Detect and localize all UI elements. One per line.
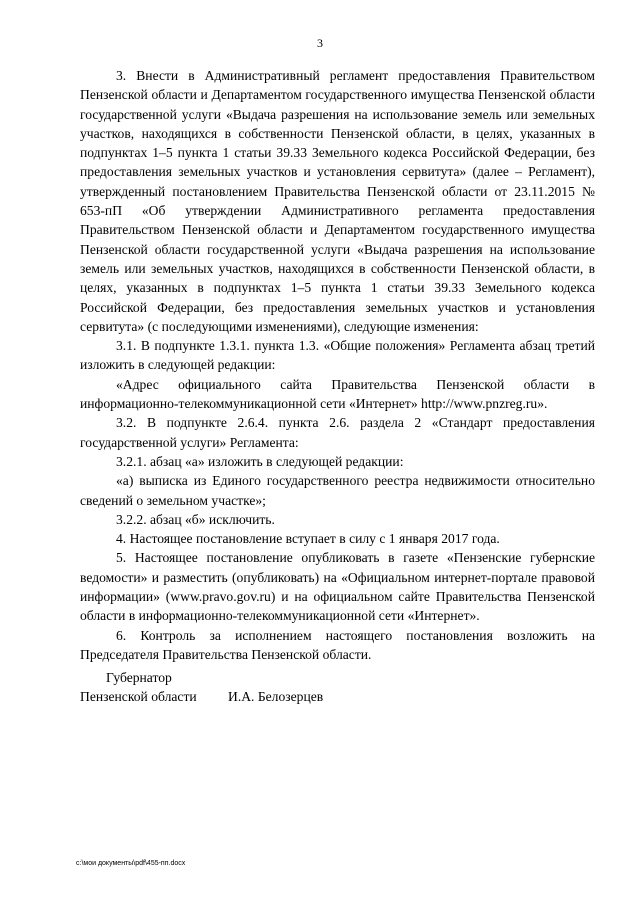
document-body [80, 66, 595, 664]
paragraph-3-1-quote: «Адрес официального сайта Правительства Пензенской области в информационно-телекоммуникационной сети «Интернет» http://www.pnzreg.ru». [80, 376, 595, 412]
signature-block [80, 668, 380, 706]
signer-line [80, 687, 380, 706]
paragraph-3-2: 3.2. В подпункте 2.6.4. пункта 2.6. раздела 2 «Стандарт предоставления государственной услуги» Регламента: [80, 415, 595, 450]
signer-name: И.А. Белозерцев [228, 689, 324, 704]
page-number: 3 [317, 36, 323, 50]
paragraph-4: 4. Настоящее постановление вступает в силу с 1 января 2017 года. [116, 531, 500, 547]
paragraph-3: 3. Внести в Административный регламент предоставления Правительством Пензенской области и Департаментом государственного имущества Пензенской области государственной услуги «Выдача разрешения на использование земель или земельных участков, находящихся в собственности Пензенской области, в целях, указанных в подпунктах 1–5 пункта 1 статьи 39.33 Земельного кодекса Российской Федерации, без предоставления земельных участков и установления сервитута» (далее – Регламент), утвержденный постановлением Правительства Пензенской области от 23.11.2015 № 653-пП «Об утверждении Административного регламента предоставления Правительством Пензенской области и Департаментом государственного имущества Пензенской области государственной услуги «Выдача разрешения на использование земель или земельных участков, находящихся в собственности Пензенской области, в целях, указанных в подпунктах 1–5 пункта 1 статьи 39.33 Земельного кодекса Российской Федерации, без предоставления земельных участков и установления сервитута» (с последующими изменениями), следующие изменения: [80, 68, 595, 334]
signer-region: Пензенской области [80, 689, 197, 704]
file-path-footer: c:\мои документы\pdf\455-пп.docx [76, 860, 186, 867]
paragraph-3-2-2: 3.2.2. абзац «б» исключить. [116, 511, 275, 527]
paragraph-3-1: 3.1. В подпункте 1.3.1. пункта 1.3. «Общие положения» Регламента абзац третий изложить в следующей редакции: [80, 338, 595, 373]
paragraph-5: 5. Настоящее постановление опубликовать в газете «Пензенские губернские ведомости» и разместить (опубликовать) на «Официальном интернет-портале правовой информации» (www.pravo.gov.ru) и на официальном сайте Правительства Пензенской области в информационно-телекоммуникационной сети «Интернет». [80, 550, 595, 624]
paragraph-3-2-1-quote: «а) выписка из Единого государственного реестра недвижимости относительно сведений о земельном участке»; [80, 473, 595, 508]
signer-title: Губернатор [106, 670, 172, 685]
paragraph-6: 6. Контроль за исполнением настоящего постановления возложить на Председателя Правительства Пензенской области. [80, 627, 595, 662]
paragraph-3-2-1: 3.2.1. абзац «а» изложить в следующей редакции: [116, 453, 404, 469]
